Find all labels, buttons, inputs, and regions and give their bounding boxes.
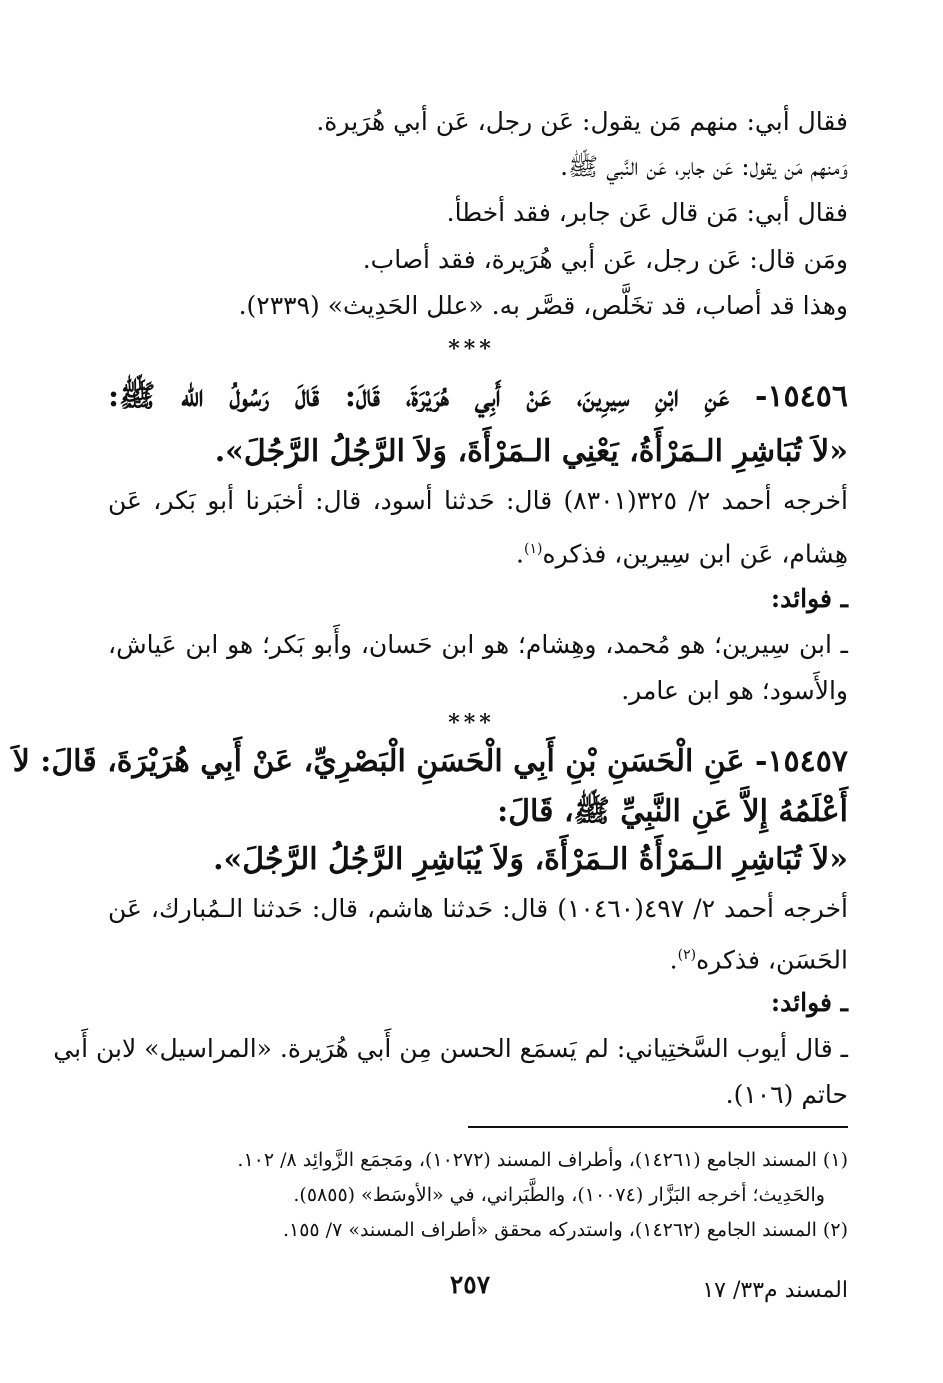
body-line-3: فقال أبي: مَن قال عَن جابر، فقد أخطأ. bbox=[446, 198, 848, 227]
body-line-5: وهذا قد أصاب، قد تخَلَّص، قصَّر به. «علل الحَدِيث» (٢٣٣٩). bbox=[238, 291, 848, 320]
hadith-2-fawaid-heading: ـ فوائد: bbox=[770, 988, 848, 1017]
hadith-2-line-2: أَعْلَمُهُ إِلاَّ عَنِ النَّبِيِّ ﷺ، قَالَ: bbox=[497, 794, 848, 829]
hadith-1-fawaid-heading: ـ فوائد: bbox=[770, 584, 848, 613]
hadith-1-takhrij-line-2: هِشام، عَن ابن سِيرين، فذكره$^{(١)}$. bbox=[516, 539, 848, 569]
hadith-2-fawaid-line-2: حاتم (١٠٦). bbox=[725, 1080, 848, 1109]
volume-signature: المسند م٣٣/ ١٧ bbox=[702, 1278, 848, 1303]
hadith-1-fawaid-line-2: والأَسود؛ هو ابن عامر. bbox=[621, 676, 848, 705]
footnote-2: (٢) المسند الجامع (١٤٢٦٢)، واستدركه محقق «أطراف المسند» ٧/ ١٥٥. bbox=[282, 1219, 848, 1241]
hadith-2-takhrij-line-2: الحَسَن، فذكره$^{(٢)}$. bbox=[669, 945, 848, 975]
footnote-divider bbox=[468, 1126, 848, 1128]
hadith-2-line-1: ١٥٤٥٧- عَنِ الْحَسَنِ بْنِ أَبِي الْحَسَنِ الْبَصْرِيِّ، عَنْ أَبِي هُرَيْرَةَ، قَالَ: لاَ bbox=[12, 744, 848, 779]
hadith-2-takhrij-line-1: أخرجه أحمد ٢/ ٤٩٧(١٠٤٦٠) قال: حَدثنا هاشم، قال: حَدثنا الـمُبارك، عَن bbox=[108, 894, 849, 923]
hadith-1-takhrij-line-1: أخرجه أحمد ٢/ ٣٢٥(٨٣٠١) قال: حَدثنا أسود، قال: أخبَرنا أبو بَكر، عَن bbox=[108, 486, 848, 515]
section-separator: *** bbox=[448, 710, 495, 736]
body-line-2: وَمنهم مَن يقول: عَن جابر، عَن النَّبي ﷺ. bbox=[560, 152, 848, 181]
hadith-1-line-2: «لاَ تُبَاشِرِ الـمَرْأَةُ، يَعْنِي الـمَرْأَةَ، وَلاَ الرَّجُلُ الرَّجُلَ». bbox=[214, 434, 848, 469]
hadith-2-fawaid-line-1: ـ قال أيوب السَّختِياني: لم يَسمَع الحسن مِن أَبي هُرَيرة. «المراسيل» لابن أَبي bbox=[53, 1034, 848, 1063]
takhrij-text: الحَسَن، فذكره bbox=[696, 945, 848, 975]
section-separator: *** bbox=[448, 336, 495, 362]
page-number: ٢٥٧ bbox=[449, 1270, 491, 1299]
footnote-1-continued: والحَدِيث؛ أخرجه البَزَّار (١٠٠٧٤)، والطَّبَراني، في «الأوسَط» (٥٨٥٥). bbox=[293, 1184, 825, 1206]
footnote-ref-1: (١) bbox=[524, 541, 543, 557]
hadith-1-line-1: ١٥٤٥٦- عَنِ ابْنِ سِيرِينَ، عَنْ أَبِي هُرَيْرَةَ، قَالَ: قَالَ رَسُولُ الله ﷺ: bbox=[108, 379, 848, 414]
hadith-1-fawaid-line-1: ـ ابن سِيرين؛ هو مُحمد، وهِشام؛ هو ابن حَسان، وأَبو بَكر؛ هو ابن عَياش، bbox=[108, 630, 848, 659]
hadith-2-line-3: «لاَ تُبَاشِرِ الـمَرْأَةُ الـمَرْأَةَ، وَلاَ يُبَاشِرِ الرَّجُلُ الرَّجُلَ». bbox=[213, 842, 848, 877]
takhrij-text: هِشام، عَن ابن سِيرين، فذكره bbox=[542, 539, 848, 569]
footnote-1: (١) المسند الجامع (١٤٢٦١)، وأطراف المسند (١٠٢٧٢)، ومَجمَع الزَّوائِد ٨/ ١٠٢. bbox=[237, 1149, 848, 1171]
body-line-4: ومَن قال: عَن رجل، عَن أبي هُرَيرة، فقد أصاب. bbox=[362, 245, 848, 274]
body-line-1: فقال أبي: منهم مَن يقول: عَن رجل، عَن أبي هُرَيرة. bbox=[316, 107, 848, 136]
footnote-ref-2: (٢) bbox=[677, 947, 697, 963]
